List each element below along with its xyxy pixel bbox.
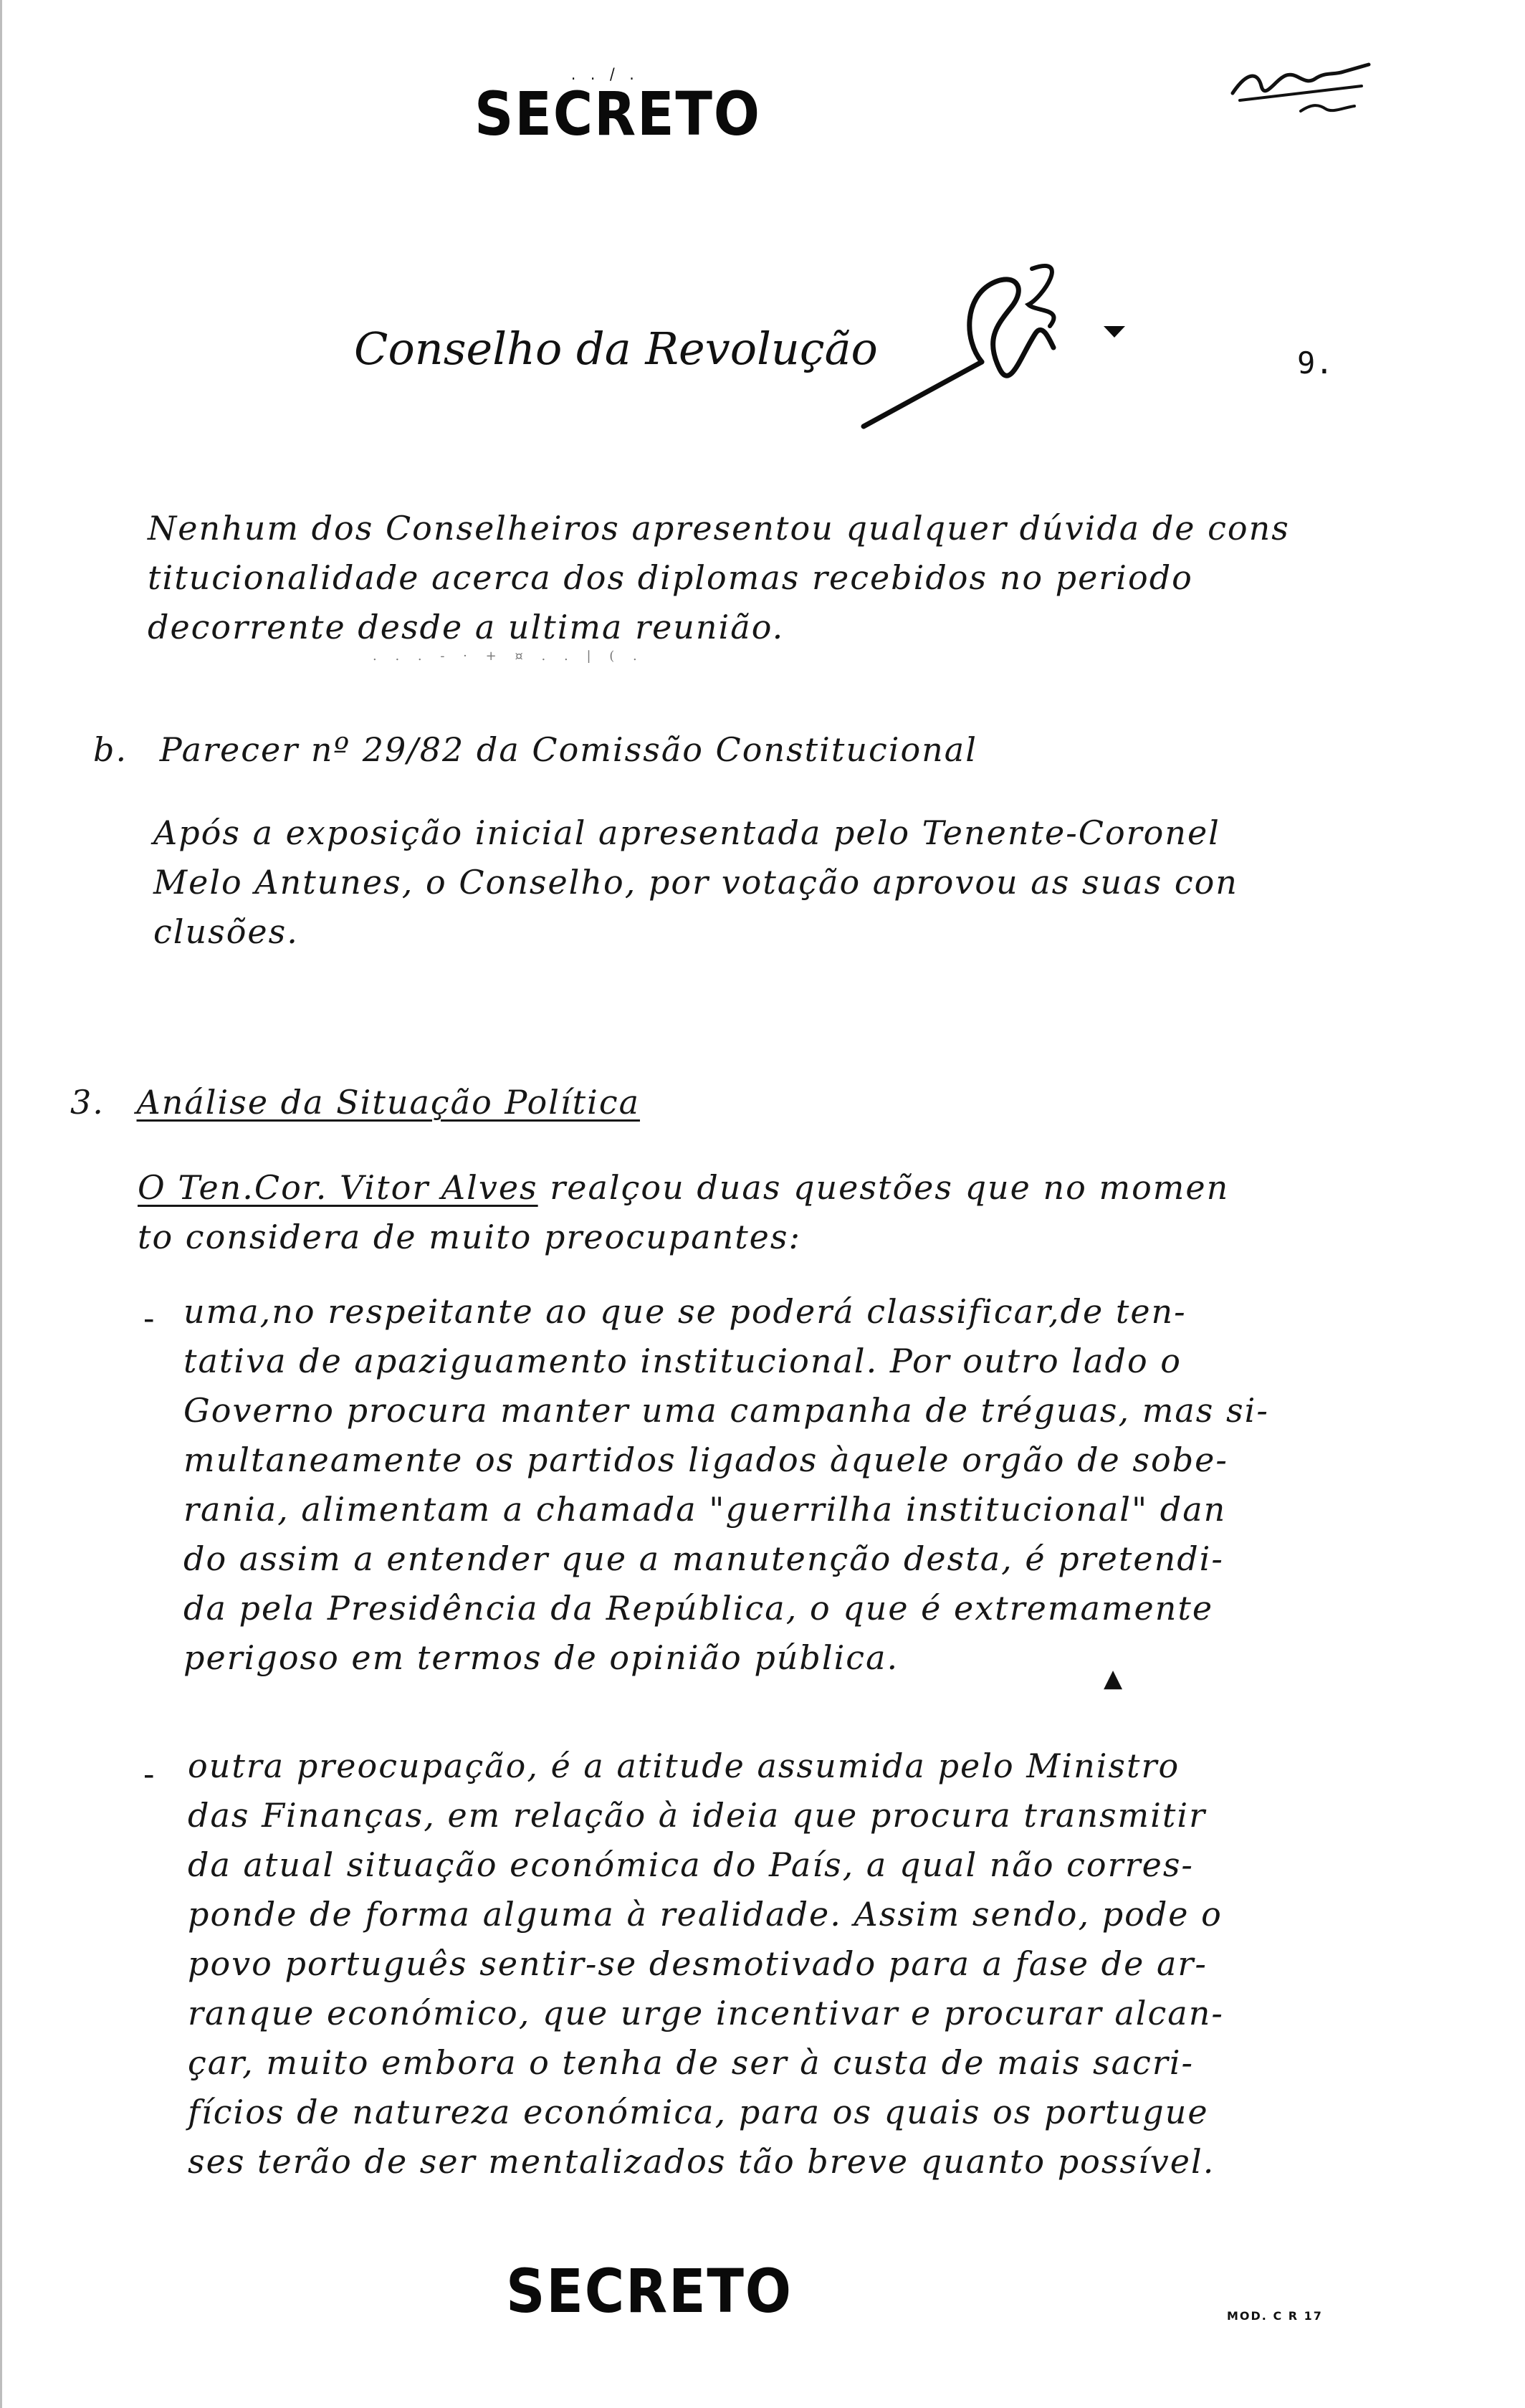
bullet-2-paragraph [188,1742,1224,2187]
bullet-2-line: ses terão de ser mentalizados tão breve quanto possível. [188,2142,1215,2181]
intro-line: titucionalidade acerca dos diplomas recebidos no periodo [148,558,1193,597]
section-b-marker: b. [93,730,128,769]
section-3-marker: 3. [70,1083,105,1122]
intro-line: Nenhum dos Conselheiros apresentou qualquer dúvida de cons [148,509,1290,548]
bullet-1-line: tativa de apaziguamento institucional. Por outro lado o [183,1342,1182,1380]
section-b-paragraph [153,808,1238,957]
bullet-2-line: ranque económico, que urge incentivar e procurar alcan- [188,1994,1224,2032]
bullet-dash: - [143,1299,155,1337]
handwritten-signature [856,254,1143,434]
section-3-intro [138,1163,1229,1262]
page-number: 9. [1297,345,1334,381]
secret-stamp-top-text: SECRETO [474,79,761,149]
form-code: MOD. C R 17 [1227,2309,1323,2323]
bullet-1-line: Governo procura manter uma campanha de tréguas, mas si- [183,1391,1269,1430]
bullet-1-line: perigoso em termos de opinião pública. [183,1638,899,1677]
section-3-intro-rest: realçou duas questões que no momen [537,1168,1230,1207]
section-3-heading [70,1078,640,1127]
section-b-heading [93,725,977,775]
section-b-line: Melo Antunes, o Conselho, por votação aprovou as suas con [153,863,1238,902]
section-3-intro-line2: to considera de muito preocupantes: [138,1218,802,1256]
ink-mark: ▲ [1104,1664,1123,1693]
bullet-1-line: uma,no respeitante ao que se poderá classificar,de ten- [183,1292,1187,1331]
bullet-2-line: das Finanças, em relação à ideia que procura transmitir [188,1796,1207,1835]
initials-signature [1218,43,1390,129]
bullet-2-line: povo português sentir-se desmotivado para a fase de ar- [188,1944,1208,1983]
bullet-1-paragraph [183,1287,1269,1683]
bullet-1-line: da pela Presidência da República, o que é extremamente [183,1589,1214,1628]
bullet-1-line: do assim a entender que a manutenção desta, é pretendi- [183,1539,1224,1578]
bullet-2-line: çar, muito embora o tenha de ser à custa de mais sacri- [188,2043,1195,2082]
intro-paragraph [148,504,1290,652]
bullet-1-line: rania, alimentam a chamada "guerrilha institucional" dan [183,1490,1227,1529]
stamp-specks: . . / . [571,66,639,84]
bullet-2-line: outra preocupação, é a atitude assumida pelo Ministro [188,1747,1180,1785]
section-b-title: Parecer nº 29/82 da Comissão Constitucional [159,730,977,769]
section-3-title: Análise da Situação Política [136,1083,641,1122]
scan-specks: . . . - · + ¤ . . | ( . [373,649,644,664]
section-b-line: Após a exposição inicial apresentada pelo Tenente-Coronel [153,813,1220,852]
secret-stamp-bottom: SECRETO [506,2256,793,2326]
bullet-2-line: da atual situação económica do País, a qual não corres- [188,1845,1194,1884]
secret-stamp-top [474,66,761,149]
council-letterhead: Conselho da Revolução [354,322,878,375]
bullet-2-line: ponde de forma alguma à realidade. Assim sendo, pode o [188,1895,1223,1934]
speaker-name: O Ten.Cor. Vitor Alves [138,1168,538,1207]
bullet-2-line: fícios de natureza económica, para os quais os portugue [188,2093,1209,2131]
intro-line: decorrente desde a ultima reunião. [148,608,785,646]
section-3-intro-line1 [138,1163,1229,1213]
page-edge [0,0,2,2408]
bullet-1-line: multaneamente os partidos ligados àquele orgão de sobe- [183,1440,1228,1479]
section-b-line: clusões. [153,912,299,951]
bullet-dash: - [143,1754,155,1793]
